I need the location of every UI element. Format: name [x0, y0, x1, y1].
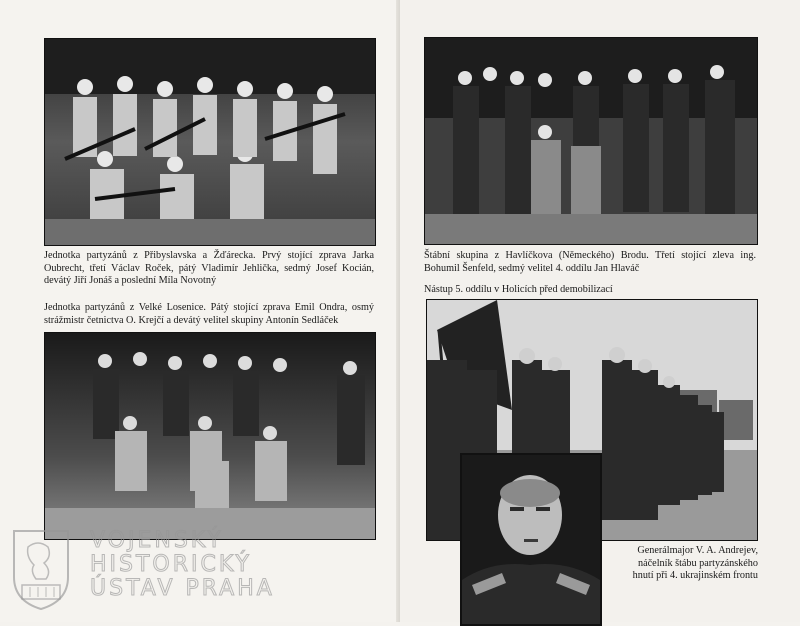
watermark-line-3: ÚSTAV PRAHA: [90, 576, 275, 601]
photo-partisans-velka-losenice: [44, 332, 376, 540]
photo-portrait-andrejev: [460, 453, 602, 626]
right-page: [400, 0, 800, 622]
caption-photo-2: Jednotka partyzánů z Velké Losenice. Pátý stojící zprava Emil Ondra, osmý strážmistr četnictva O. Krejčí a devátý velitel skupiny Antonín Sedláček: [44, 302, 374, 326]
caption-photo-3: Štábní skupina z Havlíčkova (Německého) Brodu. Třetí stojící zleva ing. Bohumil Šenfeld, sedmý velitel 4. oddílu Jan Hlaváč: [424, 250, 756, 274]
watermark-line-1: VOJENSKÝ: [90, 528, 224, 553]
left-page: [0, 0, 400, 622]
watermark-line-2: HISTORICKÝ: [90, 552, 252, 577]
caption-photo-1: Jednotka partyzánů z Přibyslavska a Žďárecka. Prvý stojící zprava Jarka Oubrecht, třetí Václav Roček, pátý Vladimír Jehlička, sedmý Josef Kocián, devátý Jiří Jonáš a poslední Míla Novotný: [44, 250, 374, 286]
caption-photo-5: Generálmajor V. A. Andrejev, náčelník štábu partyzánského hnutí při 4. ukrajinském frontu: [632, 545, 758, 581]
watermark-text: [90, 529, 275, 601]
photo-partisans-pribyslavsko: [44, 38, 376, 246]
photo-staff-havlickuv-brod: [424, 37, 758, 245]
watermark: [8, 527, 338, 617]
lion-emblem-icon: [8, 527, 74, 611]
caption-photo-4: Nástup 5. oddílu v Holicích před demobilizací: [424, 284, 613, 295]
